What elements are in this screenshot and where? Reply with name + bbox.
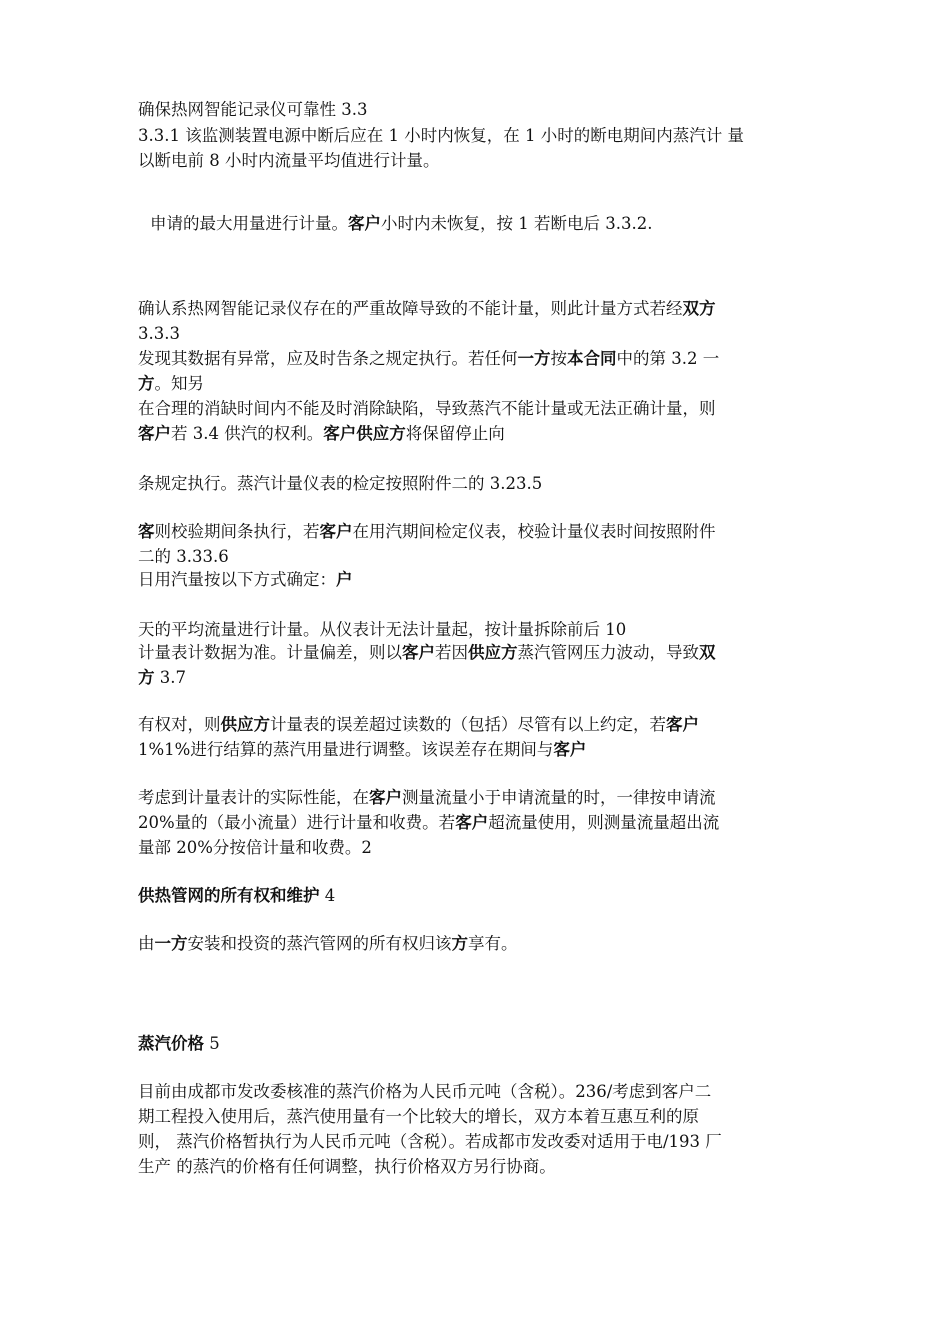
text: 小时内未恢复，按 1 若断电后 3.3.2.: [381, 214, 653, 233]
text: 蒸汽管网压力波动，导致: [517, 643, 699, 662]
text: 3.3.3: [138, 324, 180, 343]
text-line: [138, 713, 828, 736]
text-line: [138, 932, 828, 955]
text-line: [138, 568, 828, 591]
bold-term: 客户: [455, 813, 489, 832]
text: 计量表的误差超过读数的（包括）尽管有以上约定，若: [270, 715, 666, 734]
text: 在用汽期间检定仪表，校验计量仪表时间按照附件: [352, 522, 716, 541]
text: 由: [138, 934, 155, 953]
text: 在合理的消缺时间内不能及时消除缺陷，导致蒸汽不能计量或无法正确计量，则: [138, 399, 716, 418]
bold-term: 客户: [369, 788, 402, 807]
text: 按: [550, 349, 567, 368]
text-line: [150, 212, 840, 235]
text-line: [138, 618, 828, 641]
text-line: [138, 520, 828, 543]
text: 生产 的蒸汽的价格有任何调整，执行价格双方另行协商。: [138, 1157, 556, 1176]
text-line: [138, 836, 828, 859]
text: 。知另: [154, 374, 204, 393]
text: 二的 3.33.6: [138, 547, 229, 566]
text-line: [138, 124, 828, 147]
text-line: [138, 1130, 828, 1153]
text: 安装和投资的蒸汽管网的所有权归该: [187, 934, 452, 953]
text-line: [138, 322, 828, 345]
text-line: [138, 811, 828, 834]
bold-term: 方: [451, 934, 468, 953]
text-line: [138, 1080, 828, 1103]
text: 发现其数据有异常，应及时告条之规定执行。若任何: [138, 349, 518, 368]
section-heading: [138, 884, 828, 907]
text: 超流量使用，则测量流量超出流: [488, 813, 720, 832]
text: 计量表计数据为准。计量偏差，则以: [138, 643, 402, 662]
text: 享有。: [468, 934, 518, 953]
text: 20%量的（最小流量）进行计量和收费。若: [138, 813, 456, 832]
text-line: [138, 1155, 828, 1178]
text-line: [138, 149, 828, 172]
bold-term: 客户: [553, 740, 587, 759]
bold-term: 客户: [138, 424, 171, 443]
bold-term: 方: [138, 374, 155, 393]
text-line: [138, 738, 828, 761]
bold-term: 双: [699, 643, 716, 662]
bold-term: 双方: [682, 299, 716, 318]
text-line: [138, 372, 828, 395]
text: 测量流量小于申请流量的时，一律按申请流: [402, 788, 716, 807]
text: 中的第 3.2 一: [616, 349, 720, 368]
text: 天的平均流量进行计量。从仪表计无法计量起，按计量拆除前后 10: [138, 620, 627, 639]
text-line: [138, 347, 828, 370]
text: 申请的最大用量进行计量。: [150, 214, 348, 233]
bold-term: 一方: [154, 934, 188, 953]
text: 以断电前 8 小时内流量平均值进行计量。: [138, 151, 440, 170]
text: 5: [204, 1034, 220, 1053]
text-line: [138, 422, 828, 445]
bold-term: 客户供应方: [323, 424, 406, 443]
text: 则， 蒸汽价格暂执行为人民币元吨（含税）。若成都市发改委对适用于电/193 厂: [138, 1132, 722, 1151]
text: 4: [319, 886, 336, 905]
bold-term: 客户: [348, 214, 381, 233]
section-heading: [138, 1032, 828, 1055]
text: 若因: [435, 643, 468, 662]
text-line: [138, 666, 828, 689]
bold-term: 供应方: [220, 715, 270, 734]
text-line: [138, 1105, 828, 1128]
text: 条规定执行。蒸汽计量仪表的检定按照附件二的 3.23.5: [138, 474, 543, 493]
text: 3.7: [154, 668, 186, 687]
text: 有权对，则: [138, 715, 221, 734]
bold-term: 户: [336, 570, 353, 589]
text: 确保热网智能记录仪可靠性 3.3: [138, 100, 368, 119]
text-line: [138, 98, 828, 121]
bold-term: 供应方: [468, 643, 518, 662]
text-line: [138, 786, 828, 809]
bold-term: 方: [138, 668, 155, 687]
heading-text: 供热管网的所有权和维护: [138, 886, 320, 905]
text: 确认系热网智能记录仪存在的严重故障导致的不能计量，则此计量方式若经: [138, 299, 683, 318]
text: 将保留停止向: [405, 424, 505, 443]
text: 目前由成都市发改委核准的蒸汽价格为人民币元吨（含税）。236/考虑到客户二: [138, 1082, 712, 1101]
text-line: [138, 641, 828, 664]
bold-term: 客: [138, 522, 155, 541]
bold-term: 客户: [666, 715, 699, 734]
text: 日用汽量按以下方式确定：: [138, 570, 336, 589]
text: 若 3.4 供汽的权利。: [171, 424, 324, 443]
bold-term: 本合同: [567, 349, 617, 368]
text-line: [138, 397, 828, 420]
text: 考虑到计量表计的实际性能，在: [138, 788, 369, 807]
text: 则校验期间条执行，若: [154, 522, 320, 541]
text: 3.3.1 该监测装置电源中断后应在 1 小时内恢复，在 1 小时的断电期间内蒸汽计 量: [138, 126, 744, 145]
bold-term: 一方: [517, 349, 551, 368]
heading-text: 蒸汽价格: [138, 1034, 204, 1053]
text-line: [138, 297, 828, 320]
text: 期工程投入使用后，蒸汽使用量有一个比较大的增长，双方本着互惠互利的原: [138, 1107, 699, 1126]
bold-term: 客户: [319, 522, 353, 541]
text-line: [138, 472, 828, 495]
text: 量部 20%分按倍计量和收费。2: [138, 838, 372, 857]
text: 1%1%进行结算的蒸汽用量进行调整。该误差存在期间与: [138, 740, 554, 759]
text-line: [138, 545, 828, 568]
bold-term: 客户: [402, 643, 435, 662]
